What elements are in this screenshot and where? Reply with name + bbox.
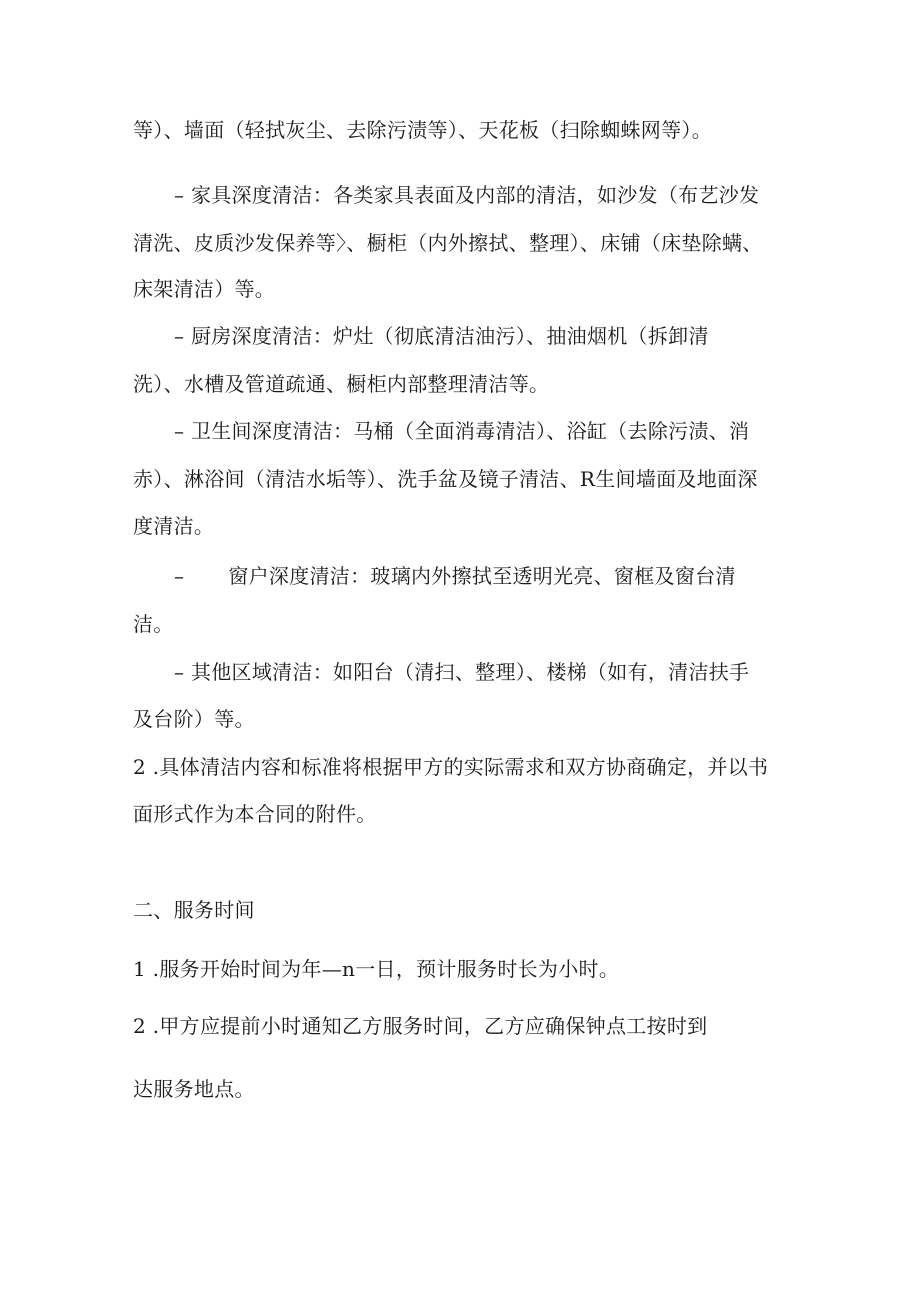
text-line: 等）、墙面（轻拭灰尘、去除污渍等）、天花板（扫除蜘蛛网等）。 — [133, 118, 712, 142]
text-line: 度清洁。 — [133, 514, 215, 538]
list-item-kitchen-cleaning: – 厨房深度清洁：炉灶（彻底清洁油污）、抽油烟机（拆卸清 — [174, 324, 709, 348]
list-item-window-cleaning — [174, 562, 736, 590]
list-item-other-areas: – 其他区域清洁：如阳台（清扫、整理）、楼梯（如有，清洁扶手 — [174, 660, 750, 684]
clause-1: 1 .服务开始时间为年—n一日，预计服务时长为小时。 — [133, 957, 620, 981]
list-item-bathroom-cleaning: – 卫生间深度清洁：马桶（全面消毒清洁）、浴缸（去除污渍、消 — [174, 419, 750, 443]
clause-2: 2 .具体清洁内容和标准将根据甲方的实际需求和双方协商确定，并以书 — [133, 755, 769, 779]
text-line: 洁。 — [133, 612, 174, 636]
list-item-furniture-cleaning: – 家具深度清洁：各类家具表面及内部的清洁，如沙发（布艺沙发 — [174, 183, 760, 207]
clause-2: 2 .甲方应提前小时通知乙方服务时间，乙方应确保钟点工按时到 — [133, 1014, 708, 1038]
text-line: 床架清洁）等。 — [133, 277, 276, 301]
list-item-text: 窗户深度清洁：玻璃内外擦拭至透明光亮、窗框及窗台清 — [228, 564, 736, 588]
text-line: 清洗、皮质沙发保养等〉、橱柜（内外擦拭、整理）、床铺（床垫除螨、 — [133, 231, 763, 255]
text-line: 达服务地点。 — [133, 1077, 255, 1101]
text-line: 赤）、淋浴间（清洁水垢等）、洗手盆及镜子清洁、R生间墙面及地面深 — [133, 467, 758, 491]
text-line: 面形式作为本合同的附件。 — [133, 802, 377, 826]
section-heading: 二、服务时间 — [133, 898, 255, 922]
text-line: 洗）、水槽及管道疏通、橱柜内部整理清洁等。 — [133, 372, 550, 396]
text-line: 及台阶）等。 — [133, 707, 255, 731]
list-dash: – — [174, 564, 185, 588]
